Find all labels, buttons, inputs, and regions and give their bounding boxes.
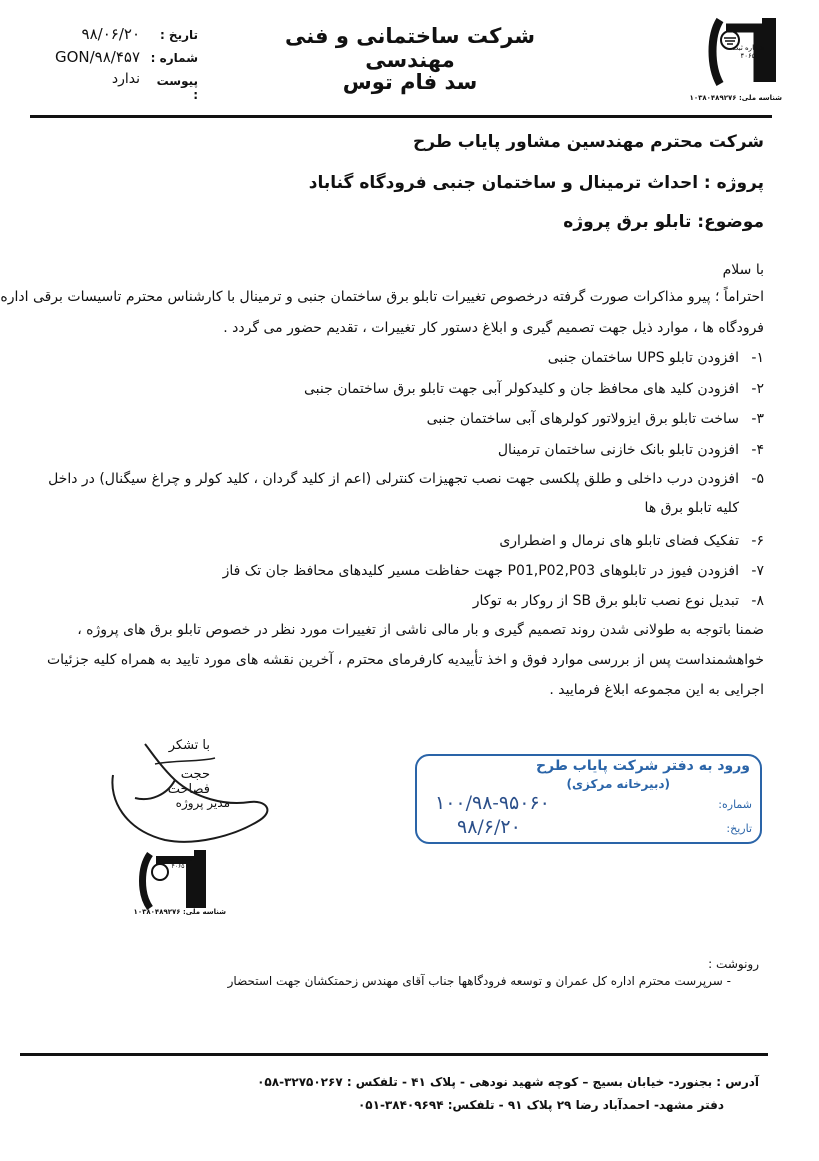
attachment-label: پیوست :	[156, 74, 198, 102]
signature-role: مدیر پروژه	[175, 796, 230, 810]
national-id: شناسه ملی: ۱۰۳۸۰۴۸۹۲۷۶	[689, 94, 782, 102]
item-number: ۶-	[751, 533, 764, 549]
item-text-continued: کلیه تابلو برق ها	[644, 500, 739, 516]
date-value: ۹۸/۰۶/۲۰	[81, 25, 140, 43]
intro-line-1: احتراماً ؛ پیرو مذاکرات صورت گرفته درخصوص تغییرات تابلو برق ساختمان جنبی و ترمینال با کارشناس محترم تاسیسات برقی اداره	[0, 289, 764, 305]
signature-thanks: با تشکر	[168, 738, 210, 753]
seal-national-id: شناسه ملی: ۱۰۳۸۰۴۸۹۲۷۶	[133, 908, 226, 916]
item-number: ۵-	[751, 471, 764, 487]
item-text: ساخت تابلو برق ایزولاتور کولرهای آبی ساختمان جنبی	[426, 411, 739, 427]
company-name: شرکت ساختمانی و فنی مهندسی	[284, 24, 536, 72]
item-number: ۸-	[751, 593, 764, 609]
attachment-value: ندارد	[111, 71, 140, 87]
stamp-subtitle: (دبیرخانه مرکزی)	[566, 777, 670, 791]
greeting: با سلام	[722, 262, 764, 278]
stamp-number-label: شماره:	[718, 798, 752, 811]
cc-label: رونوشت :	[708, 957, 759, 971]
item-number: ۱-	[751, 350, 764, 366]
header-divider	[30, 115, 772, 118]
item-text: افزودن درب داخلی و طلق پلکسی جهت نصب تجهیزات کنترلی (اعم از کلید گردان ، کلید کولر و چراغ سیگنال) در داخل	[48, 471, 739, 487]
signature-name: حجت فصاحت	[167, 767, 210, 797]
cc-line: - سرپرست محترم اداره کل عمران و توسعه فرودگاهها جناب آقای مهندس زحمتکشان جهت استحضار	[227, 974, 731, 988]
company-subtitle: سد فام توس	[342, 70, 478, 94]
footer-address: آدرس : بجنورد- خیابان بسیج – کوچه شهید نودهی - پلاک ۴۱ - تلفکس : ۳۲۷۵۰۲۶۷-۰۵۸	[257, 1075, 759, 1089]
project-line: پروژه : احداث ترمینال و ساختمان جنبی فرودگاه گناباد	[308, 173, 764, 193]
item-number: ۷-	[751, 563, 764, 579]
logo-registration: شماره ثبت ۴۰۶۵	[731, 44, 765, 60]
footer-office: دفتر مشهد- احمدآباد رضا ۲۹ پلاک ۹۱ - تلفکس: ۳۸۴۰۹۶۹۴-۰۵۱	[357, 1098, 724, 1112]
item-text: افزودن کلید های محافظ جان و کلیدکولر آبی جهت تابلو برق ساختمان جنبی	[304, 381, 739, 397]
footer-divider	[20, 1053, 768, 1056]
item-text: افزودن تابلو UPS ساختمان جنبی	[547, 350, 739, 366]
date-label: تاریخ :	[159, 28, 198, 42]
item-text: افزودن تابلو بانک خازنی ساختمان ترمینال	[497, 442, 739, 458]
receipt-stamp	[415, 754, 762, 844]
closing-line-3: اجرایی به این مجموعه ابلاغ فرمایید .	[549, 682, 764, 698]
item-text: افزودن فیوز در تابلوهای P01,P02,P03 جهت حفاظت مسیر کلیدهای محافظ جان تک فاز	[222, 563, 739, 579]
item-number: ۲-	[751, 381, 764, 397]
closing-line-1: ضمنا باتوجه به طولانی شدن روند تصمیم گیری و بار مالی ناشی از تغییرات مورد نظر در خصوص تابلو برق های پروژه ،	[77, 622, 764, 638]
stamp-date-value: ۹۸/۶/۲۰	[457, 816, 521, 838]
number-label: شماره :	[150, 51, 198, 65]
intro-line-2: فرودگاه ها ، موارد ذیل جهت تصمیم گیری و ابلاغ دستور کار تغییرات ، تقدیم حضور می گردد .	[223, 320, 764, 336]
seal-registration: شماره ثبت ۴۰۶۵	[164, 856, 192, 870]
recipient: شرکت محترم مهندسین مشاور پایاب طرح	[413, 132, 764, 152]
item-text: تبدیل نوع نصب تابلو برق SB از روکار به توکار	[472, 593, 739, 609]
stamp-date-label: تاریخ:	[726, 822, 752, 835]
item-text: تفکیک فضای تابلو های نرمال و اضطراری	[499, 533, 739, 549]
handwritten-signature	[105, 740, 275, 850]
stamp-number-value: ۱۰۰/۹۸-۹۵۰۶۰	[435, 792, 550, 814]
stamp-title: ورود به دفتر شرکت پایاب طرح	[535, 758, 750, 774]
closing-line-2: خواهشمنداست پس از بررسی موارد فوق و اخذ تأییدیه کارفرمای محترم ، آخرین نقشه های مورد تایید به همراه کلیه جزئیات	[46, 652, 764, 668]
subject-line: موضوع: تابلو برق پروژه	[563, 212, 764, 232]
item-number: ۳-	[751, 411, 764, 427]
item-number: ۴-	[751, 442, 764, 458]
number-value: GON/۹۸/۴۵۷	[54, 48, 140, 66]
